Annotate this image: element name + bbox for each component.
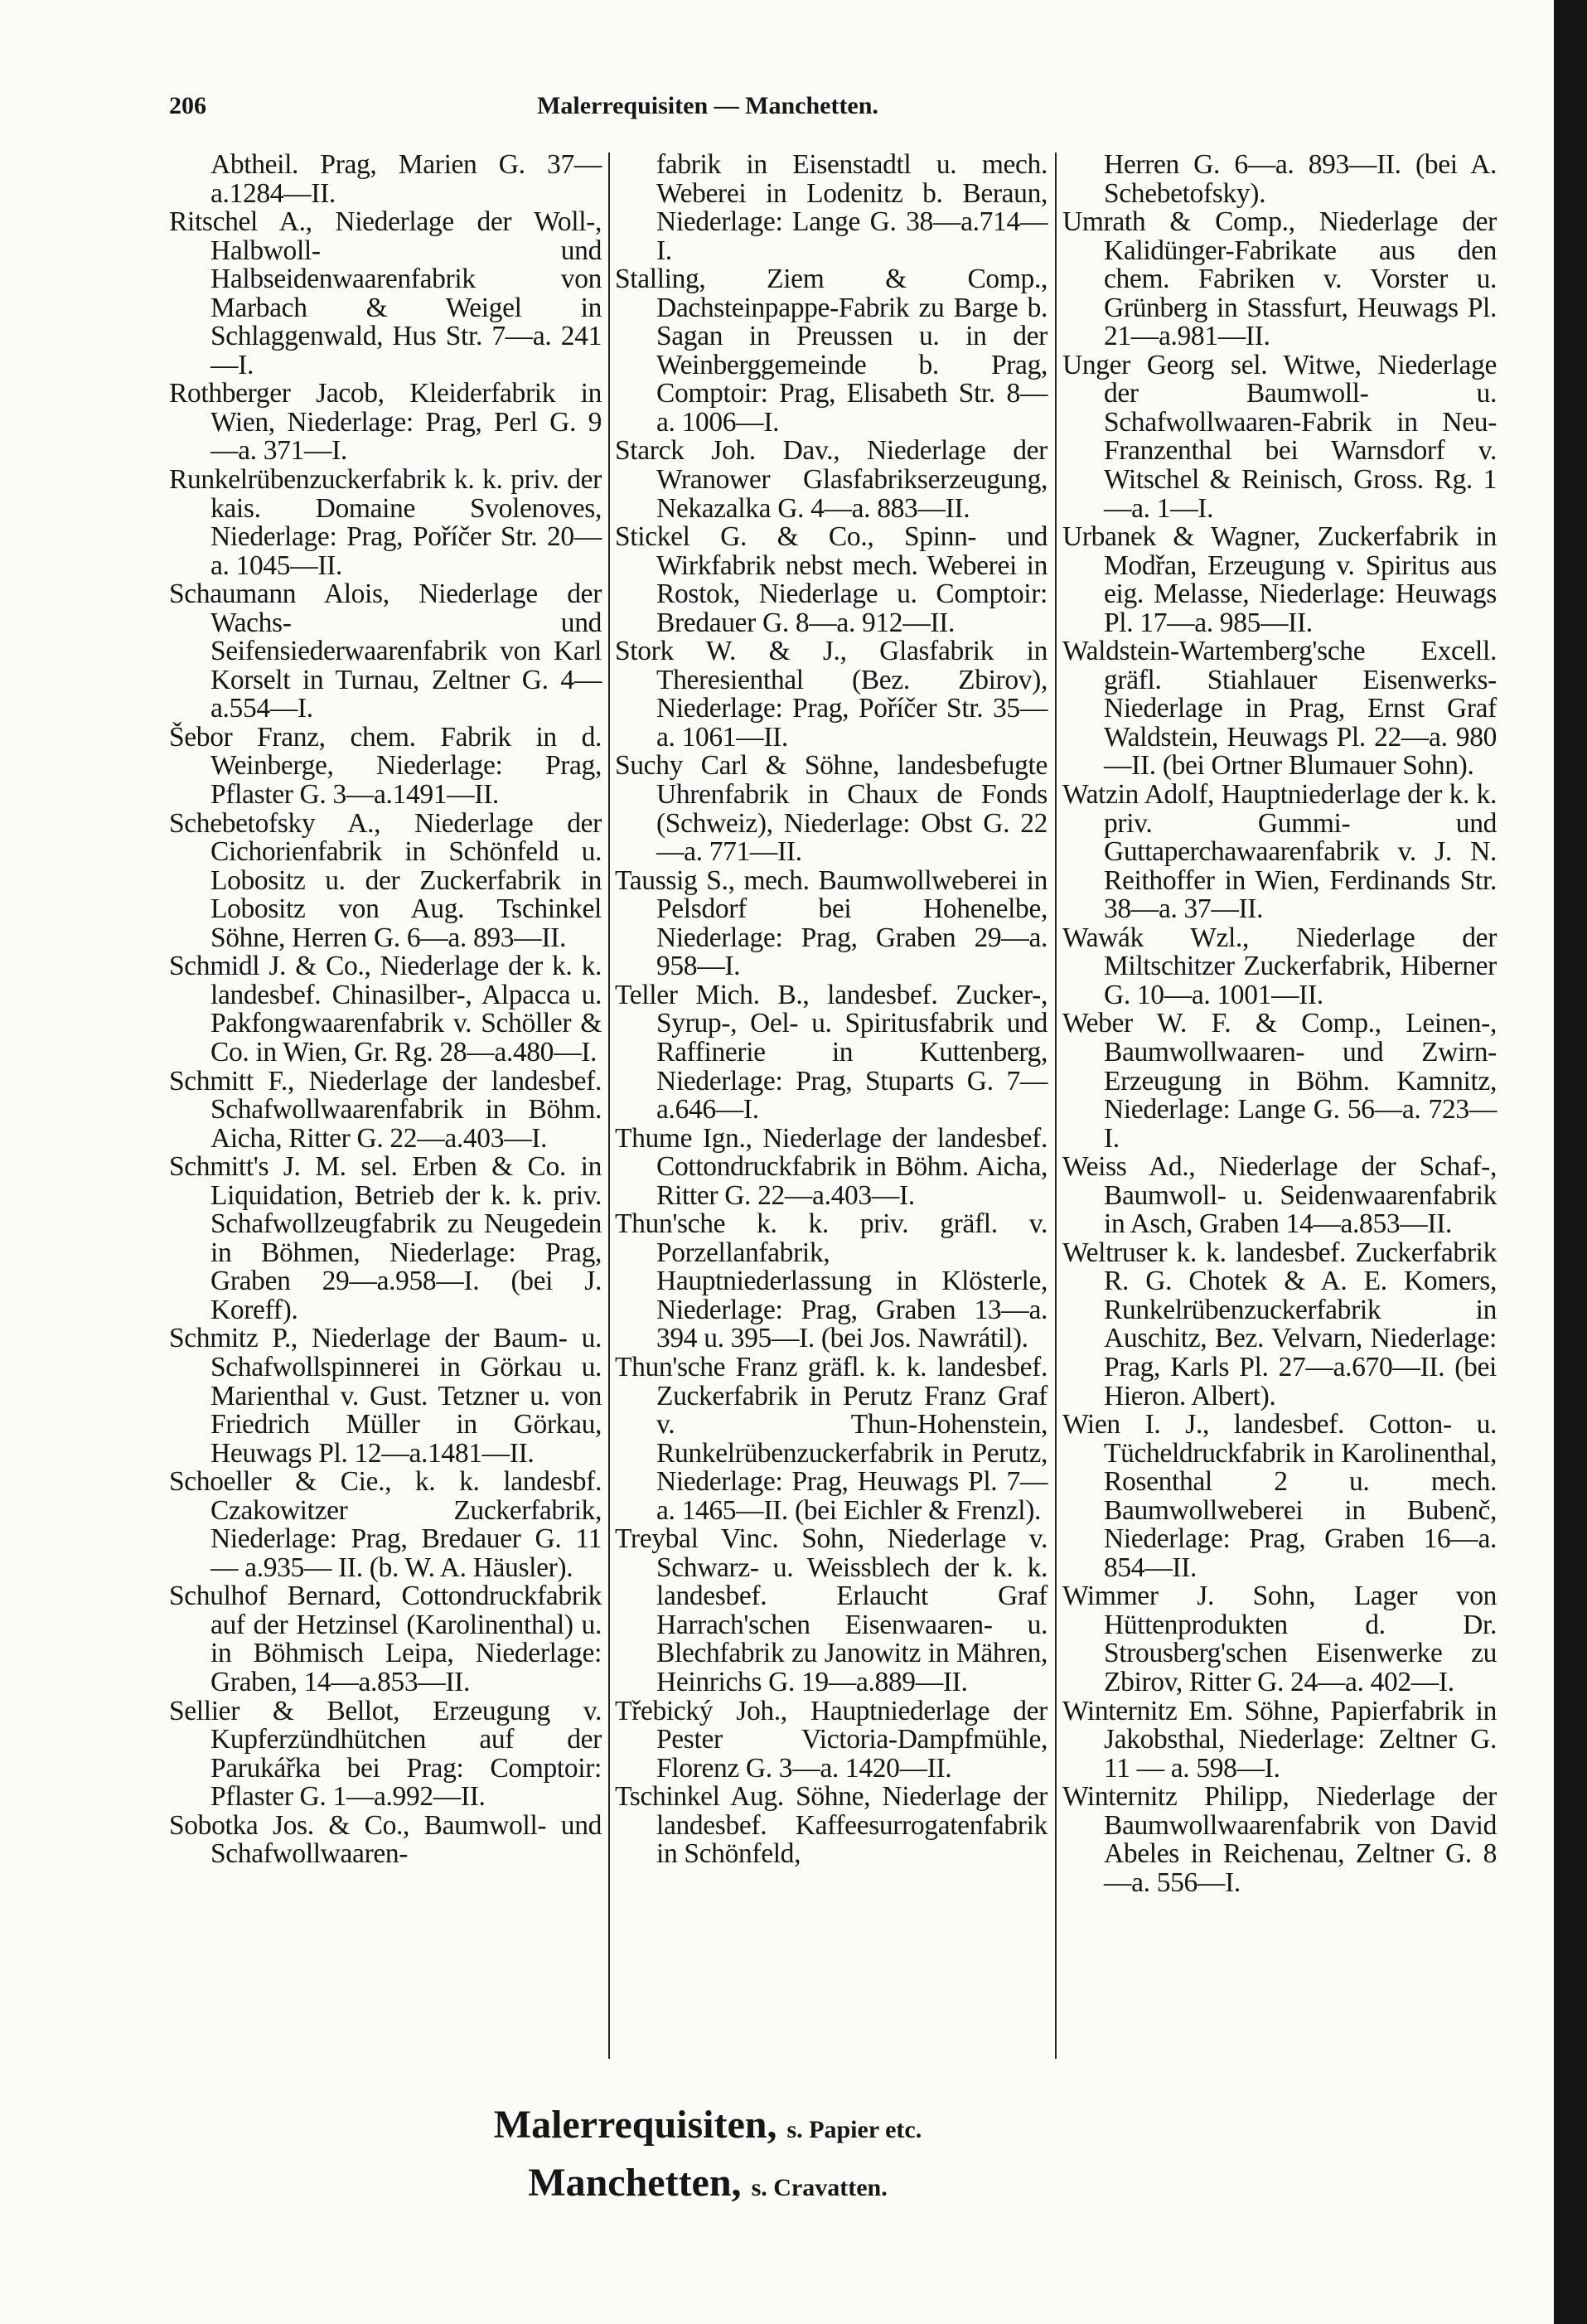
directory-entry: Teller Mich. B., landesbef. Zucker-, Syrup-, Oel- u. Spiritusfabrik und Raffinerie in Kuttenberg, Niederlage: Prag, Stuparts G. 7—a.646—I.: [615, 979, 1048, 1126]
xref-see: s. Cravatten.: [751, 2174, 888, 2201]
directory-entry: Winternitz Em. Söhne, Papierfabrik in Jakobsthal, Niederlage: Zeltner G. 11 — a. 598—I.: [1062, 1695, 1497, 1784]
entry-continuation: Herren G. 6—a. 893—II. (bei A. Schebetofsky).: [1104, 149, 1497, 209]
column-divider: [1055, 153, 1057, 2059]
directory-entry: Schoeller & Cie., k. k. landesbf. Czakowitzer Zuckerfabrik, Niederlage: Prag, Bredauer G. 11 — a.935— II. (b. W. A. Häusler).: [169, 1466, 602, 1583]
page-number: 206: [169, 92, 206, 119]
directory-entry: Rothberger Jacob, Kleiderfabrik in Wien, Niederlage: Prag, Perl G. 9—a. 371—I.: [169, 378, 602, 467]
directory-entry: Taussig S., mech. Baumwollweberei in Pelsdorf bei Hohenelbe, Niederlage: Prag, Graben 29—a. 958—I.: [615, 864, 1048, 982]
directory-entry: Wien I. J., landesbef. Cotton- u. Tücheldruckfabrik in Karolinenthal, Rosenthal 2 u. mech. Baumwollweberei in Bubenč, Niederlage: Prag, Graben 16—a. 854—II.: [1062, 1409, 1497, 1583]
directory-entry: Thume Ign., Niederlage der landesbef. Cottondruckfabrik in Böhm. Aicha, Ritter G. 22—a.403—I.: [615, 1122, 1048, 1211]
directory-entry: Stalling, Ziem & Comp., Dachsteinpappe-Fabrik zu Barge b. Sagan in Preussen u. in der Weinberggemeinde b. Prag, Comptoir: Prag, Elisabeth Str. 8—a. 1006—I.: [615, 264, 1048, 438]
directory-entry: Unger Georg sel. Witwe, Niederlage der Baumwoll- u. Schafwollwaaren-Fabrik in Neu-Franzenthal bei Warnsdorf v. Witschel & Reinisch, Gross. Rg. 1—a. 1—I.: [1062, 349, 1497, 524]
directory-entry: Třebický Joh., Hauptniederlage der Pester Victoria-Dampfmühle, Florenz G. 3—a. 1420—II.: [615, 1695, 1048, 1784]
directory-entry: Schmitz P., Niederlage der Baum- u. Schafwollspinnerei in Görkau u. Marienthal v. Gust. Tetzner u. von Friedrich Müller in Görkau, Heuwags Pl. 12—a.1481—II.: [169, 1323, 602, 1469]
column-divider: [608, 153, 610, 2059]
directory-entry: Weiss Ad., Niederlage der Schaf-, Baumwoll- u. Seidenwaarenfabrik in Asch, Graben 14—a.853—II.: [1062, 1151, 1497, 1240]
directory-entry: Sellier & Bellot, Erzeugung v. Kupferzündhütchen auf der Parukářka bei Prag: Comptoir: Pflaster G. 1—a.992—II.: [169, 1695, 602, 1813]
directory-entry: Schebetofsky A., Niederlage der Cichorienfabrik in Schönfeld u. Lobositz u. der Zuckerfabrik in Lobositz von Aug. Tschinkel Söhne, Herren G. 6—a. 893—II.: [169, 807, 602, 953]
xref-heading: Manchetten,: [528, 2161, 742, 2205]
directory-entry: Ritschel A., Niederlage der Woll-, Halbwoll- und Halbseidenwaarenfabrik von Marbach & Weigel in Schlaggenwald, Hus Str. 7—a. 241—I.: [169, 206, 602, 380]
directory-entry: Runkelrübenzuckerfabrik k. k. priv. der kais. Domaine Svolenoves, Niederlage: Prag, Poříčer Str. 20—a. 1045—II.: [169, 464, 602, 581]
directory-entry: Wimmer J. Sohn, Lager von Hüttenprodukten d. Dr. Strousberg'schen Eisenwerke zu Zbirov, Ritter G. 24—a. 402—I.: [1062, 1581, 1497, 1697]
column-3: [1062, 151, 1497, 1897]
directory-entry: Sobotka Jos. & Co., Baumwoll- und Schafwollwaaren-: [169, 1809, 602, 1870]
directory-entry: Stickel G. & Co., Spinn- und Wirkfabrik nebst mech. Weberei in Rostok, Niederlage u. Comptoir: Bredauer G. 8—a. 912—II.: [615, 521, 1048, 638]
directory-entry: Weltruser k. k. landesbef. Zuckerfabrik R. G. Chotek & A. E. Komers, Runkelrübenzuckerfabrik in Auschitz, Bez. Velvarn, Niederlage: Prag, Karls Pl. 27—a.670—II. (bei Hieron. Albert).: [1062, 1237, 1497, 1411]
directory-entry: Tschinkel Aug. Söhne, Niederlage der landesbef. Kaffeesurrogatenfabrik in Schönfeld,: [615, 1781, 1048, 1870]
directory-entry: Weber W. F. & Comp., Leinen-, Baumwollwaaren- und Zwirn-Erzeugung in Böhm. Kamnitz, Niederlage: Lange G. 56—a. 723—I.: [1062, 1008, 1497, 1154]
scan-edge: [1554, 0, 1587, 2324]
column-2: [615, 151, 1048, 1869]
directory-entry: Schmitt F., Niederlage der landesbef. Schafwollwaarenfabrik in Böhm. Aicha, Ritter G. 22—a.403—I.: [169, 1065, 602, 1154]
directory-entry: Thun'sche Franz gräfl. k. k. landesbef. Zuckerfabrik in Perutz Franz Graf v. Thun-Hohenstein, Runkelrübenzuckerfabrik in Perutz, Niederlage: Prag, Heuwags Pl. 7—a. 1465—II. (bei Eichler & Frenzl).: [615, 1351, 1048, 1526]
directory-entry: Suchy Carl & Söhne, landesbefugte Uhrenfabrik in Chaux de Fonds (Schweiz), Niederlage: Obst G. 22—a. 771—II.: [615, 750, 1048, 868]
directory-entry: Umrath & Comp., Niederlage der Kalidünger-Fabrikate aus den chem. Fabriken v. Vorster u. Grünberg in Stassfurt, Heuwags Pl. 21—a.981—II.: [1062, 206, 1497, 352]
xref-heading: Malerrequisiten,: [493, 2103, 777, 2147]
entry-continuation: Abtheil. Prag, Marien G. 37—a.1284—II.: [210, 149, 602, 209]
cross-reference-manchetten: [169, 2158, 1246, 2213]
cross-reference-malerrequisiten: [169, 2100, 1246, 2155]
directory-entry: Stork W. & J., Glasfabrik in Theresienthal (Bez. Zbirov), Niederlage: Prag, Poříčer Str. 35—a. 1061—II.: [615, 636, 1048, 753]
directory-entry: Schmitt's J. M. sel. Erben & Co. in Liquidation, Betrieb der k. k. priv. Schafwollzeugfabrik zu Neugedein in Böhmen, Niederlage: Prag, Graben 29—a.958—I. (bei J. Koreff).: [169, 1151, 602, 1325]
entry-continuation: fabrik in Eisenstadtl u. mech. Weberei in Lodenitz b. Beraun, Niederlage: Lange G. 38—a.714—I.: [656, 149, 1048, 266]
directory-entry: Urbanek & Wagner, Zuckerfabrik in Modřan, Erzeugung v. Spiritus aus eig. Melasse, Niederlage: Heuwags Pl. 17—a. 985—II.: [1062, 521, 1497, 638]
directory-entry: Wawák Wzl., Niederlage der Miltschitzer Zuckerfabrik, Hiberner G. 10—a. 1001—II.: [1062, 922, 1497, 1010]
directory-entry: Šebor Franz, chem. Fabrik in d. Weinberge, Niederlage: Prag, Pflaster G. 3—a.1491—II.: [169, 721, 602, 811]
directory-entry: Waldstein-Wartemberg'sche Excell. gräfl. Stiahlauer Eisenwerks-Niederlage in Prag, Ernst Graf Waldstein, Heuwags Pl. 22—a. 980—II. (bei Ortner Blumauer Sohn).: [1062, 636, 1497, 782]
directory-entry: Thun'sche k. k. priv. gräfl. v. Porzellanfabrik, Hauptniederlassung in Klösterle, Niederlage: Prag, Graben 13—a. 394 u. 395—I. (bei Jos. Nawrátil).: [615, 1208, 1048, 1354]
directory-entry: Winternitz Philipp, Niederlage der Baumwollwaarenfabrik von David Abeles in Reichenau, Zeltner G. 8—a. 556—I.: [1062, 1781, 1497, 1898]
directory-entry: Treybal Vinc. Sohn, Niederlage v. Schwarz- u. Weissblech der k. k. landesbef. Erlaucht Graf Harrach'schen Eisenwaaren- u. Blechfabrik zu Janowitz in Mähren, Heinrichs G. 19—a.889—II.: [615, 1523, 1048, 1697]
directory-entry: Schmidl J. & Co., Niederlage der k. k. landesbef. Chinasilber-, Alpacca u. Pakfongwaarenfabrik v. Schöller & Co. in Wien, Gr. Rg. 28—a.480—I.: [169, 951, 602, 1068]
directory-entry: Watzin Adolf, Hauptniederlage der k. k. priv. Gummi- und Guttaperchawaarenfabrik v. J. N. Reithoffer in Wien, Ferdinands Str. 38—a. 37—II.: [1062, 779, 1497, 925]
directory-entry: Starck Joh. Dav., Niederlage der Wranower Glasfabrikserzeugung, Nekazalka G. 4—a. 883—II.: [615, 435, 1048, 524]
column-1: [169, 151, 602, 1869]
running-title: Malerrequisiten — Manchetten.: [537, 92, 878, 119]
directory-entry: Schaumann Alois, Niederlage der Wachs- und Seifensiederwaarenfabrik von Karl Korselt in Turnau, Zeltner G. 4—a.554—I.: [169, 579, 602, 724]
directory-entry: Schulhof Bernard, Cottondruckfabrik auf der Hetzinsel (Karolinenthal) u. in Böhmisch Leipa, Niederlage: Graben, 14—a.853—II.: [169, 1581, 602, 1697]
xref-see: s. Papier etc.: [786, 2116, 922, 2143]
